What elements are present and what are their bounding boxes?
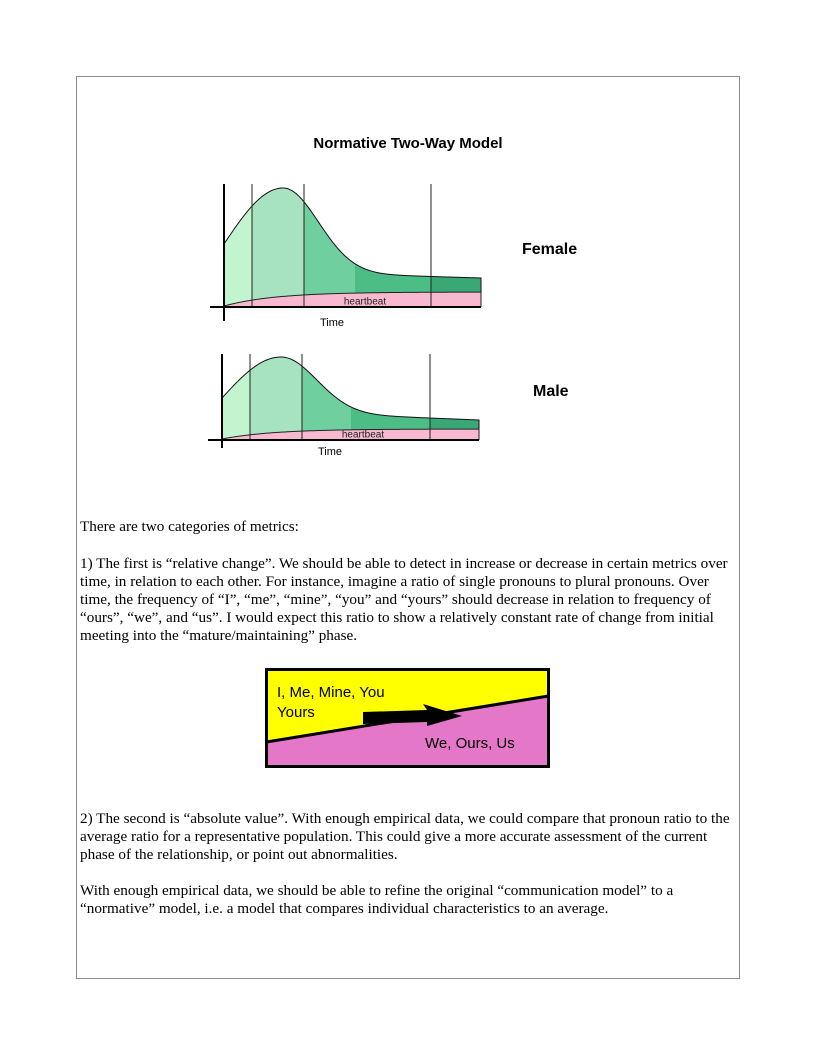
female-heartbeat-label: heartbeat xyxy=(343,296,387,308)
female-chart xyxy=(205,180,495,335)
female-phase-2 xyxy=(252,188,304,300)
female-time-label: Time xyxy=(319,317,345,329)
singular-pronouns-line-2: Yours xyxy=(277,704,315,721)
female-label: Female xyxy=(522,241,578,258)
plural-pronouns: We, Ours, Us xyxy=(425,735,515,752)
male-phase-3 xyxy=(302,366,351,431)
intro-paragraph: There are two categories of metrics: xyxy=(80,518,299,535)
male-phase-2 xyxy=(250,357,302,435)
figure-title: Normative Two-Way Model xyxy=(313,135,503,152)
female-phase-1 xyxy=(224,206,252,306)
female-phase-5 xyxy=(431,276,481,292)
male-chart xyxy=(205,350,495,460)
male-label: Male xyxy=(533,383,569,400)
male-phase-4 xyxy=(351,407,430,430)
male-heartbeat-label: heartbeat xyxy=(341,429,385,441)
pronoun-ratio-diagram xyxy=(265,668,550,768)
female-phase-3 xyxy=(304,202,355,295)
relative-change-paragraph: 1) The first is “relative change”. We should be able to detect in increase or decrease in certain metrics over time, in relation to each other. For instance, imagine a ratio of single pronouns to plural pronouns. Over time, the frequency of “I”, “me”, “mine”, “you” and “yours” should decrease in relation to frequency of “ours”, “we”, and “us”. I would expect this ratio to show a relatively constant rate of change from initial meeting into the “mature/maintaining” phase. xyxy=(80,555,728,644)
absolute-value-paragraph: 2) The second is “absolute value”. With enough empirical data, we could compare that pronoun ratio to the average ratio for a representative population. This could give a more accurate assessment of the current phase of the relationship, or point out abnormalities. xyxy=(80,810,730,863)
singular-pronouns-line-1: I, Me, Mine, You xyxy=(277,684,385,701)
female-phase-4 xyxy=(355,264,431,293)
male-time-label: Time xyxy=(317,446,343,458)
normative-model-paragraph: With enough empirical data, we should be able to refine the original “communication model” to a “normative” model, i.e. a model that compares individual characteristics to an average. xyxy=(80,882,674,917)
male-phase-1 xyxy=(222,370,250,439)
